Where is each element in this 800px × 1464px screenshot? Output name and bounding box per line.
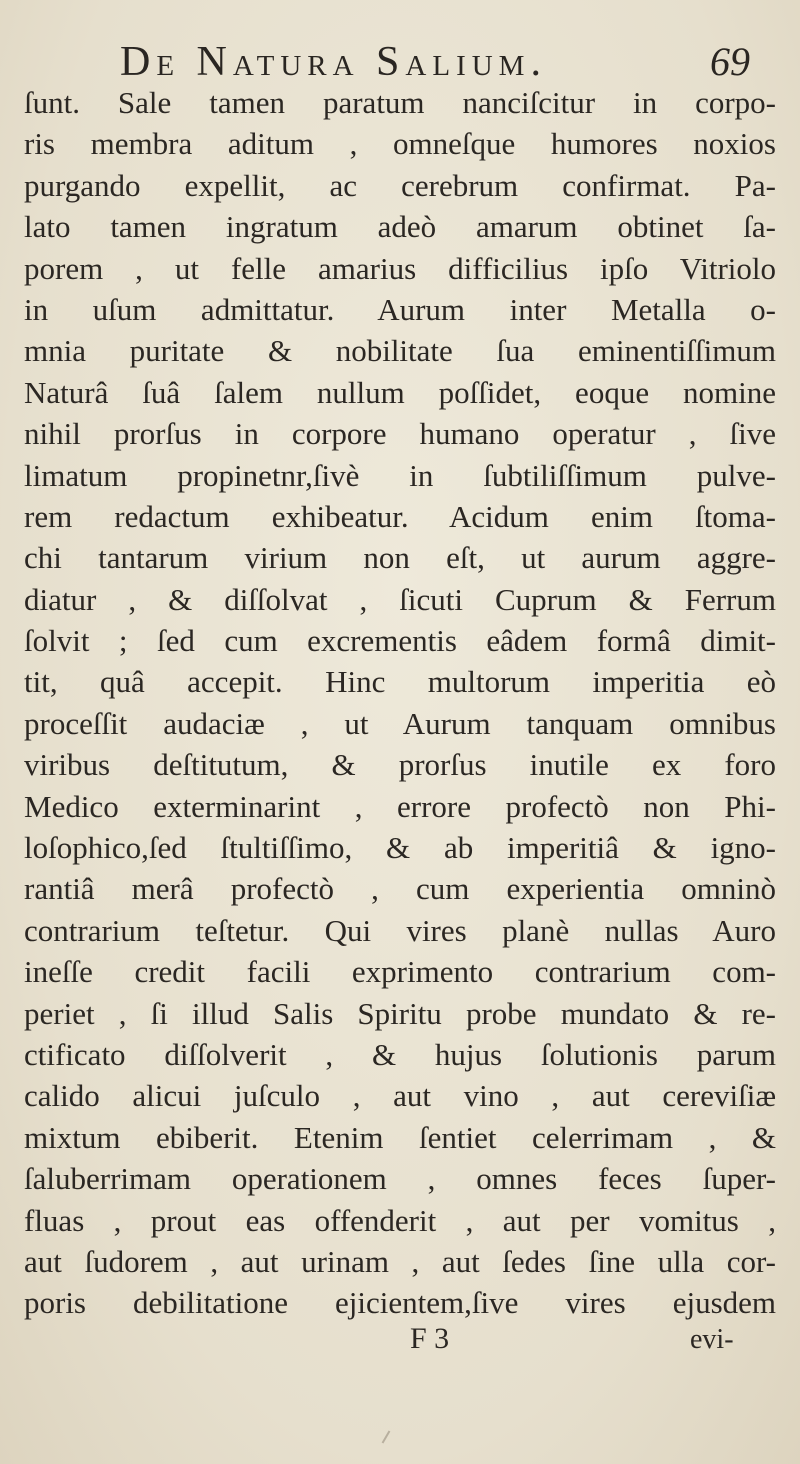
text-line: porem , ut felle amarius difficilius ipſo Vitriolo bbox=[24, 250, 776, 286]
text-line: ſaluberrimam operationem , omnes feces ſuper- bbox=[24, 1161, 776, 1197]
text-line: chi tantarum virium non eſt, ut aurum aggre- bbox=[24, 540, 776, 576]
text-line: rem redactum exhibeatur. Acidum enim ſtoma- bbox=[24, 498, 776, 534]
text-line: ctificato diſſolverit , & hujus ſolutionis parum bbox=[24, 1036, 776, 1072]
text-line: viribus deſtitutum, & prorſus inutile ex foro bbox=[24, 747, 776, 783]
page-footer bbox=[0, 1322, 800, 1372]
text-line: calido alicui juſculo , aut vino , aut cereviſiæ bbox=[24, 1078, 776, 1114]
text-line: ineſſe credit facili exprimento contrarium com- bbox=[24, 954, 776, 990]
catchword: evi- bbox=[690, 1324, 734, 1355]
paper-speck bbox=[382, 1430, 391, 1443]
text-line: limatum propinetnr,ſivè in ſubtiliſſimum pulve- bbox=[24, 457, 776, 493]
text-line: Medico exterminarint , errore profectò non Phi- bbox=[24, 788, 776, 824]
text-line: nihil prorſus in corpore humano operatur , ſive bbox=[24, 416, 776, 452]
text-line: lato tamen ingratum adeò amarum obtinet ſa- bbox=[24, 209, 776, 245]
text-line: loſophico,ſed ſtultiſſimo, & ab imperitiâ & igno- bbox=[24, 830, 776, 866]
page-number: 69 bbox=[710, 39, 750, 84]
text-line: poris debilitatione ejicientem,ſive vires ejusdem bbox=[24, 1285, 776, 1321]
text-line: diatur , & diſſolvat , ſicuti Cuprum & Ferrum bbox=[24, 581, 776, 617]
text-line: ris membra aditum , omneſque humores noxios bbox=[24, 126, 776, 162]
text-line: mixtum ebiberit. Etenim ſentiet celerrimam , & bbox=[24, 1119, 776, 1155]
text-line: periet , ſi illud Salis Spiritu probe mundato & re- bbox=[24, 995, 776, 1031]
text-line: mnia puritate & nobilitate ſua eminentiſſimum bbox=[24, 333, 776, 369]
text-line: fluas , prout eas offenderit , aut per vomitus , bbox=[24, 1202, 776, 1238]
text-line: aut ſudorem , aut urinam , aut ſedes ſine ulla cor- bbox=[24, 1243, 776, 1279]
text-line: ſolvit ; ſed cum excrementis eâdem formâ dimit- bbox=[24, 623, 776, 659]
text-line: proceſſit audaciæ , ut Aurum tanquam omnibus bbox=[24, 705, 776, 741]
text-line: rantiâ merâ profectò , cum experientia omninò bbox=[24, 871, 776, 907]
running-title: De Natura Salium. bbox=[120, 39, 547, 85]
text-line: purgando expellit, ac cerebrum confirmat. Pa- bbox=[24, 167, 776, 203]
text-line: in uſum admittatur. Aurum inter Metalla o- bbox=[24, 291, 776, 327]
signature-mark: F 3 bbox=[410, 1322, 450, 1355]
text-line: ſunt. Sale tamen paratum nanciſcitur in corpo- bbox=[24, 85, 776, 120]
text-line: Naturâ ſuâ ſalem nullum poſſidet, eoque nomine bbox=[24, 374, 776, 410]
text-line: contrarium teſtetur. Qui vires planè nullas Auro bbox=[24, 912, 776, 948]
text-line: tit, quâ accepit. Hinc multorum imperitia eò bbox=[24, 664, 776, 700]
body-text bbox=[24, 82, 776, 1324]
